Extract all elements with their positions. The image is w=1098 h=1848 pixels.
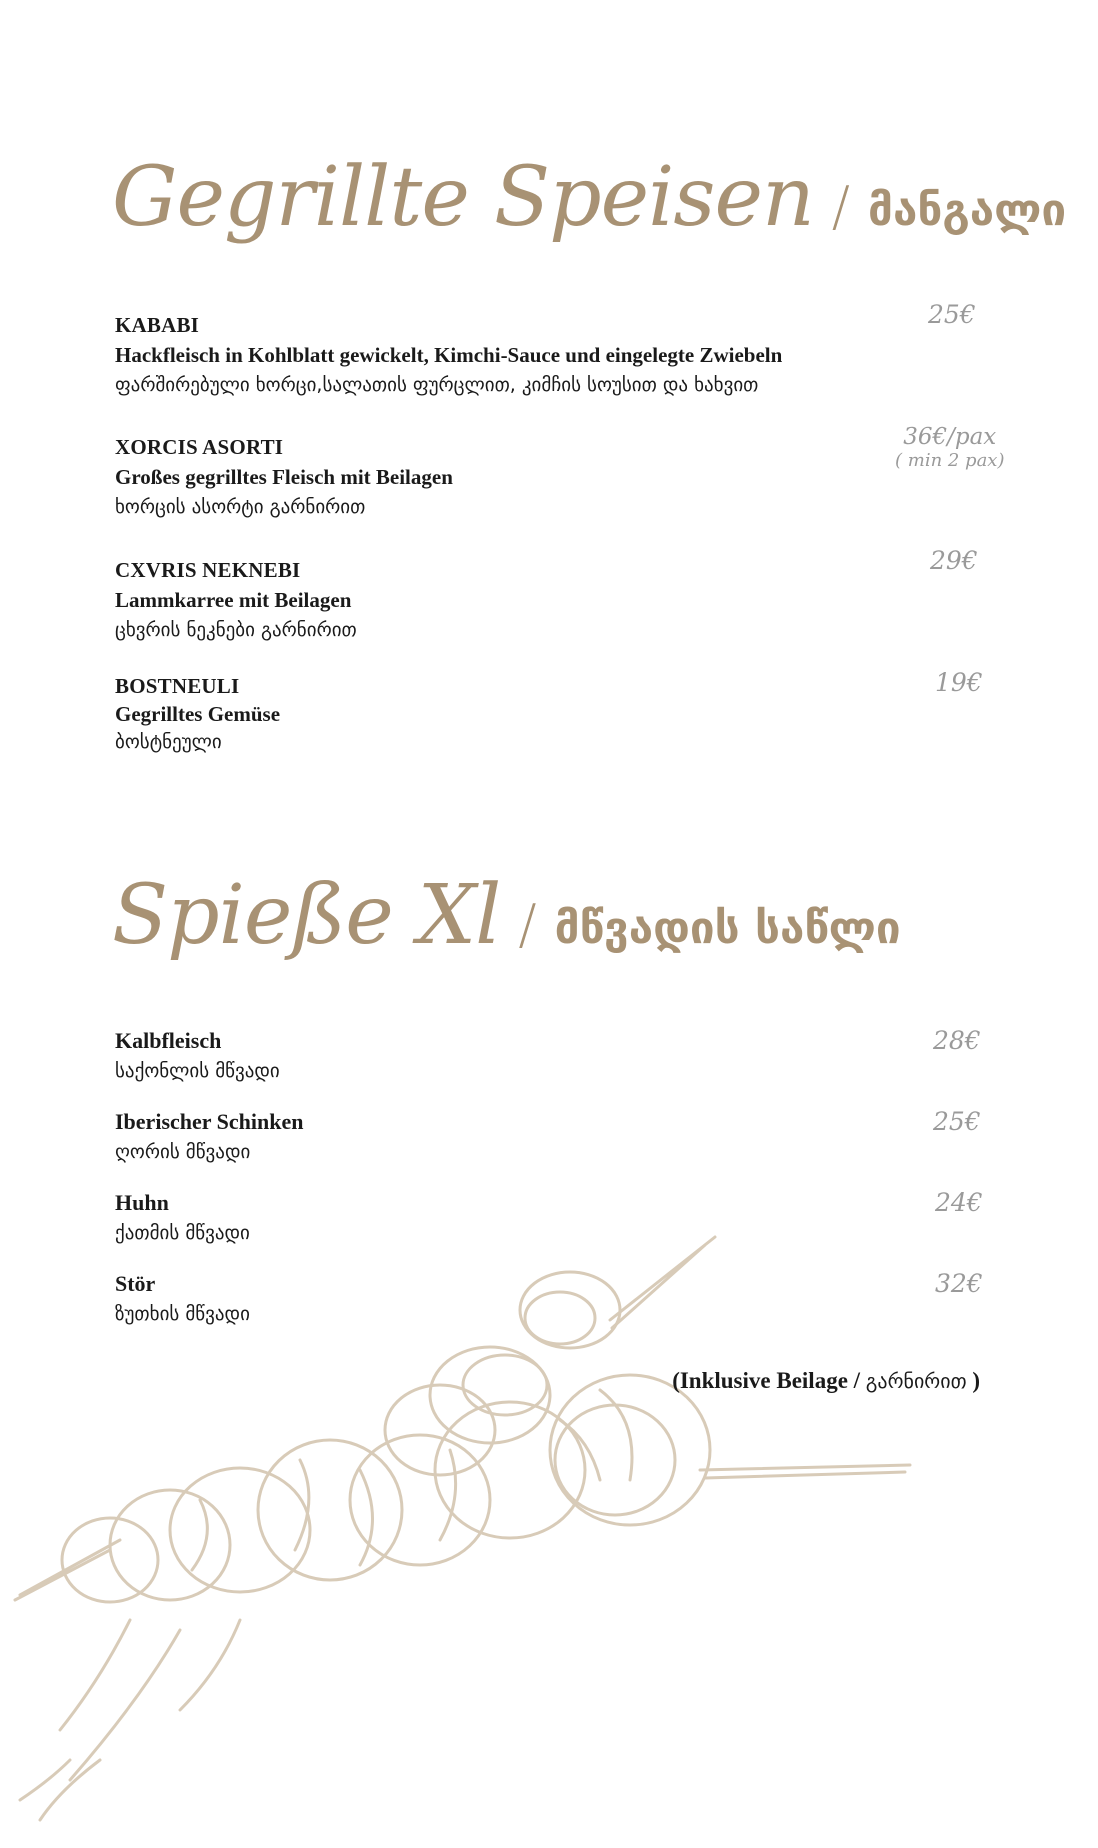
note-close: ) (966, 1368, 980, 1393)
item-name: CXVRIS NEKNEBI (115, 558, 301, 582)
title-script: Gegrillte Speisen (112, 150, 814, 245)
menu-item-huhn (115, 1188, 1015, 1248)
item-description-ge: ღორის მწვადი (115, 1141, 251, 1163)
item-name: Kalbfleisch (115, 1028, 222, 1053)
section-title-grilled (112, 150, 1066, 245)
item-price: 32€ (935, 1269, 983, 1298)
item-price: 25€ (928, 300, 976, 329)
item-name: BOSTNEULI (115, 674, 240, 698)
item-description-de: Lammkarree mit Beilagen (115, 588, 352, 612)
item-price: 19€ (935, 668, 983, 697)
item-description-de: Gegrilltes Gemüse (115, 702, 281, 726)
item-name: Stör (115, 1271, 156, 1296)
menu-item-kalbfleisch (115, 1026, 1015, 1086)
note-text: (Inklusive Beilage / (672, 1368, 866, 1393)
menu-item-bostneuli (115, 672, 1015, 756)
item-description-ge: ხორცის ასორტი გარნირით (115, 496, 366, 518)
menu-item-iberischer-schinken (115, 1107, 1015, 1167)
menu-item-kababi (115, 310, 1015, 400)
item-name: Iberischer Schinken (115, 1109, 304, 1134)
menu-item-xorcis-asorti (115, 432, 1015, 522)
item-price-block (895, 424, 1005, 471)
title-separator: / (831, 175, 850, 238)
note-georgian: გარნირით (865, 1369, 967, 1393)
item-price: 29€ (930, 546, 978, 575)
item-name: Huhn (115, 1190, 169, 1215)
item-description-ge: ზუთხის მწვადი (115, 1303, 250, 1325)
side-dish-note (672, 1368, 980, 1394)
menu-item-cxvris-neknebi (115, 555, 1015, 645)
item-price: 36€/pax (903, 424, 997, 450)
title-separator: / (518, 893, 537, 956)
item-name: XORCIS ASORTI (115, 435, 284, 459)
title-georgian: მწვადის საწლი (554, 903, 901, 954)
item-description-de: Großes gegrilltes Fleisch mit Beilagen (115, 465, 453, 489)
item-description-ge: ბოსტნეული (115, 731, 222, 753)
menu-item-stoer (115, 1269, 1015, 1329)
title-georgian: მანგალი (867, 185, 1067, 236)
section-title-skewers (112, 868, 901, 963)
item-description-de: Hackfleisch in Kohlblatt gewickelt, Kimchi-Sauce und eingelegte Zwiebeln (115, 343, 783, 367)
item-name: KABABI (115, 313, 200, 337)
item-description-ge: საქონლის მწვადი (115, 1060, 280, 1082)
item-description-ge: ცხვრის ნეკნები გარნირით (115, 619, 357, 641)
item-description-ge: ფარშირებული ხორცი,სალათის ფურცლით, კიმჩის სოუსით და ხახვით (115, 374, 759, 396)
item-price: 25€ (933, 1107, 981, 1136)
item-price-note: ( min 2 pax) (895, 450, 1005, 471)
title-script: Spieße Xl (112, 868, 501, 963)
item-description-ge: ქათმის მწვადი (115, 1222, 250, 1244)
item-price: 28€ (933, 1026, 981, 1055)
item-price: 24€ (935, 1188, 983, 1217)
